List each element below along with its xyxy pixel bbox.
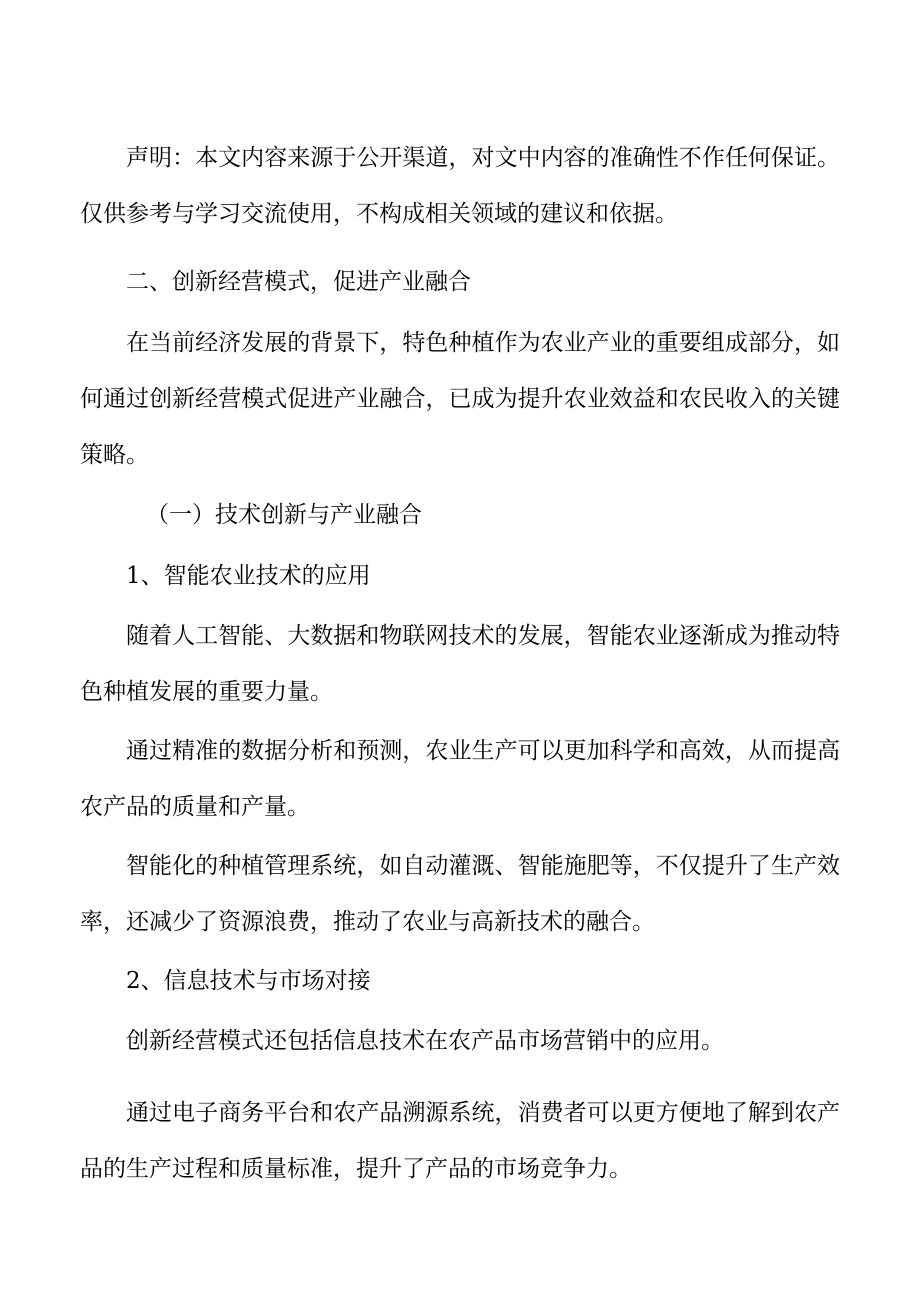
item1-paragraph-3: 智能化的种植管理系统，如自动灌溉、智能施肥等，不仅提升了生产效率，还减少了资源浪费，推动了农业与高新技术的融合。 (80, 853, 840, 935)
item2-paragraph-1: 创新经营模式还包括信息技术在农产品市场营销中的应用。 (126, 1028, 724, 1054)
item1-title: 1、智能农业技术的应用 (126, 563, 371, 589)
intro-paragraph: 在当前经济发展的背景下，特色种植作为农业产业的重要组成部分，如何通过创新经营模式促进产业融合，已成为提升农业效益和农民收入的关键策略。 (80, 330, 840, 468)
section-title: 二、创新经营模式，促进产业融合 (126, 269, 471, 295)
item2-title: 2、信息技术与市场对接 (126, 968, 371, 994)
disclaimer-paragraph: 声明：本文内容来源于公开渠道，对文中内容的准确性不作任何保证。仅供参考与学习交流使用，不构成相关领域的建议和依据。 (80, 145, 840, 227)
item1-paragraph-2: 通过精准的数据分析和预测，农业生产可以更加科学和高效，从而提高农产品的质量和产量。 (80, 738, 840, 820)
subsection-title: （一）技术创新与产业融合 (146, 502, 422, 528)
item1-paragraph-1: 随着人工智能、大数据和物联网技术的发展，智能农业逐渐成为推动特色种植发展的重要力量。 (80, 623, 840, 705)
item2-paragraph-2: 通过电子商务平台和农产品溯源系统，消费者可以更方便地了解到农产品的生产过程和质量标准，提升了产品的市场竞争力。 (80, 1100, 840, 1182)
